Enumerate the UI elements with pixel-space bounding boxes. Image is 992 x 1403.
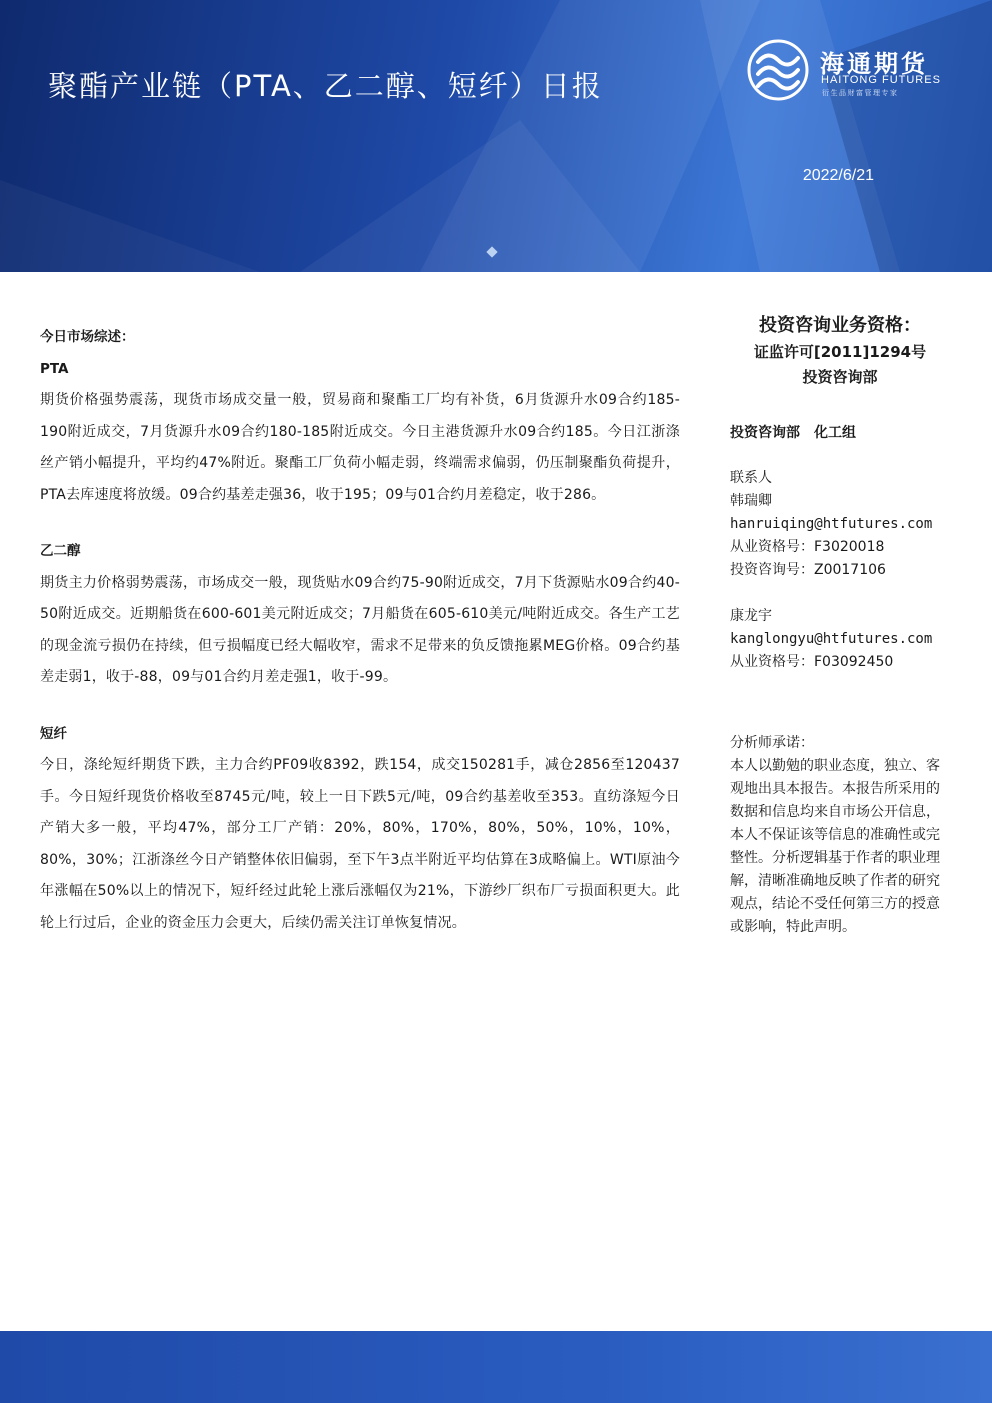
logo-mark-icon — [744, 38, 812, 102]
contact2-name: 康龙宇 — [730, 608, 772, 624]
qualification-license: 证监许可[2011]1294号 — [753, 343, 927, 361]
contact1-cert: 从业资格号：F3020018 — [730, 539, 885, 555]
meg-heading: 乙二醇 — [40, 543, 81, 559]
pta-heading: PTA — [40, 360, 69, 377]
header-banner — [0, 0, 992, 272]
contact-label: 联系人 — [730, 470, 772, 486]
report-date: 2022/6/21 — [802, 167, 874, 184]
psf-paragraph: 今日，涤纶短纤期货下跌，主力合约PF09收8392，跌154，成交150281手，减仓2856至120437手。今日短纤现货价格收至8745元/吨，较上一日下跌5元/吨，09合约基差收至353。直纺涤短今日产销大多一般，平均47%，部分工厂产销：20%，80%，170%，80%，50%，10%，10%，80%，30%；江浙涤丝今日产销整体依旧偏弱，至下午3点半附近平均估算在3成略偏上。WTI原油今年涨幅在50%以上的情况下，短纤经过此轮上涨后涨幅仅为21%，下游纱厂织布厂亏损面积更大。此轮上行过后，企业的资金压力会更大，后续仍需关注订单恢复情况。 — [40, 757, 680, 931]
psf-heading: 短纤 — [40, 725, 67, 742]
meg-paragraph: 期货主力价格弱势震荡，市场成交一般，现货贴水09合约75-90附近成交，7月下货源贴水09合约40-50附近成交。近期船货在600-601美元附近成交；7月船货在605-610美元/吨附近成交。各生产工艺的现金流亏损仍在持续，但亏损幅度已经大幅收窄，需求不足带来的负反馈拖累MEG价格。09合约基差走弱1，收于-88，09与01合约月差走强1，收于-99。 — [40, 574, 680, 685]
contact-list — [730, 467, 950, 674]
contact1-advisory: 投资咨询号：Z0017106 — [730, 562, 886, 578]
pta-paragraph: 期货价格强势震荡，现货市场成交量一般，贸易商和聚酯工厂均有补货，6月货源升水09合约185-190附近成交，7月货源升水09合约180-185附近成交。今日主港货源升水09合约185。今日江浙涤丝产销小幅提升，平均约47%附近。聚酯工厂负荷小幅走弱，终端需求偏弱，仍压制聚酯负荷提升，PTA去库速度将放缓。09合约基差走强36，收于195；09与01合约月差稳定，收于286。 — [40, 392, 680, 503]
qualification-title: 投资咨询业务资格： — [759, 315, 921, 336]
qualification-department: 投资咨询部 — [802, 368, 878, 386]
contact1-email[interactable]: hanruiqing@htfutures.com — [730, 516, 933, 532]
footer-bar — [0, 1331, 992, 1403]
analyst-pledge — [730, 732, 948, 939]
contact2-cert: 从业资格号：F03092450 — [730, 654, 894, 670]
company-logo — [744, 38, 964, 102]
logo-tagline: 衍生品财富管理专家 — [822, 89, 899, 97]
logo-english-name: HAITONG FUTURES — [821, 74, 941, 86]
sidebar — [730, 312, 950, 935]
main-content — [40, 322, 680, 939]
logo-chinese-name: 海通期货 — [820, 49, 928, 78]
contact1-name: 韩瑞卿 — [730, 493, 772, 509]
contact2-email[interactable]: kanglongyu@htfutures.com — [730, 631, 933, 647]
overview-heading: 今日市场综述： — [40, 329, 135, 345]
report-title: 聚酯产业链（PTA、乙二醇、短纤）日报 — [48, 69, 603, 103]
department-group: 投资咨询部 化工组 — [730, 425, 856, 441]
pledge-title: 分析师承诺： — [730, 735, 814, 751]
pledge-body: 本人以勤勉的职业态度，独立、客观地出具本报告。本报告所采用的数据和信息均来自市场公开信息，本人不保证该等信息的准确性或完整性。分析逻辑基于作者的职业理解，清晰准确地反映了作者的研究观点，结论不受任何第三方的授意或影响，特此声明。 — [730, 758, 940, 935]
